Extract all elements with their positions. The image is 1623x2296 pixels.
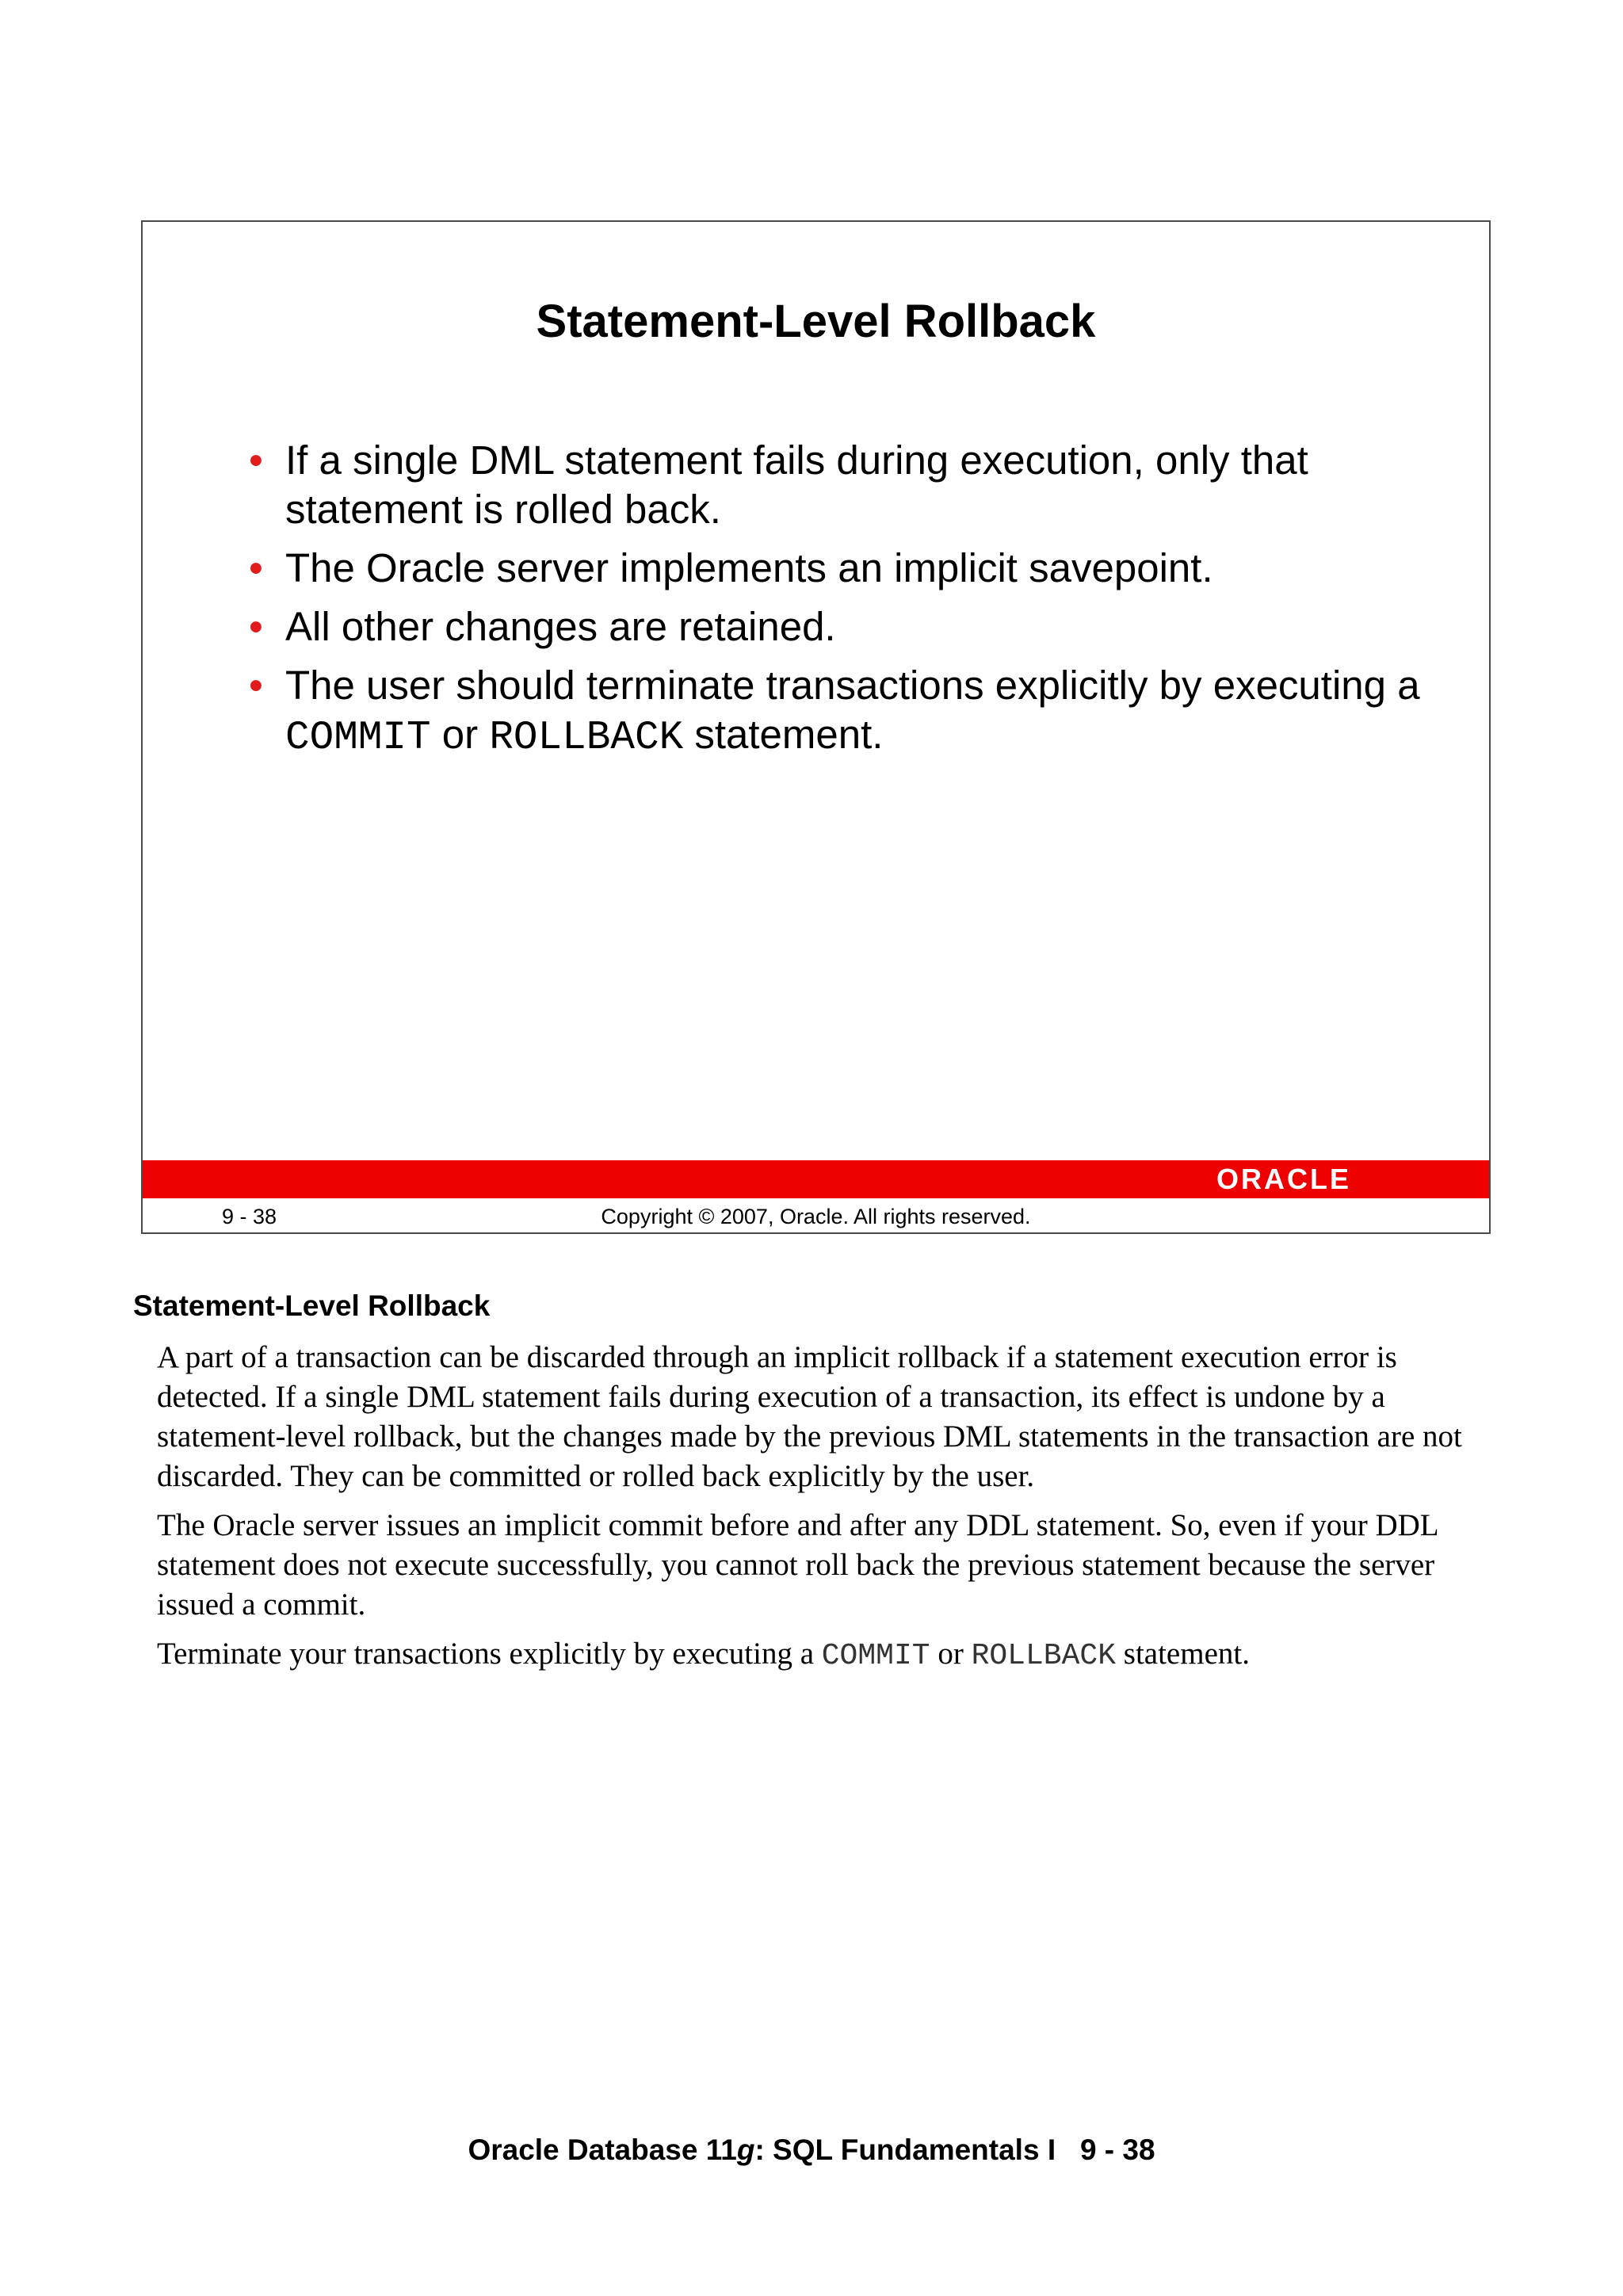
code-commit: COMMIT [285,716,431,761]
slide-title: Statement-Level Rollback [536,296,1096,347]
notes-paragraph: Terminate your transactions explicitly by executing a COMMIT or ROLLBACK statement. [157,1637,1250,1673]
bullet-list [247,436,1420,773]
bullet-icon: • [249,437,263,483]
bullet-item: • The user should terminate transactions explicitly by executing a COMMIT or ROLLBACK statement. [249,663,1420,761]
bullet-item: • If a single DML statement fails during execution, only that statement is rolled back. [249,437,1308,532]
slide-copyright: Copyright © 2007, Oracle. All rights reserved. [601,1205,1031,1228]
code-rollback: ROLLBACK [971,1639,1117,1673]
notes-paragraph: The Oracle server issues an implicit commit before and after any DDL statement. So, even if your DDL statement does not execute successfully, you cannot roll back the previous statement because the server issued a commit. [157,1508,1438,1622]
code-commit: COMMIT [821,1639,930,1673]
notes-heading: Statement-Level Rollback [133,1289,491,1322]
code-rollback: ROLLBACK [489,716,684,761]
page-footer: Oracle Database 11g: SQL Fundamentals I 9 - 38 [468,2134,1155,2166]
bullet-icon: • [249,545,263,590]
slide-page-number: 9 - 38 [222,1205,277,1228]
bullet-item: • All other changes are retained. [247,602,1420,651]
oracle-logo: ORACLE [1216,1163,1351,1195]
oracle-red-band [143,1160,1489,1198]
notes-body [157,1338,1504,1686]
bullet-item: • The Oracle server implements an implicit savepoint. [247,544,1420,593]
notes-paragraph: A part of a transaction can be discarded through an implicit rollback if a statement execution error is detected. If a single DML statement fails during execution of a transaction, its effect is undone by a statement-level rollback, but the changes made by the previous DML statements in the transaction are not discarded. They can be committed or rolled back explicitly by the user. [157,1340,1462,1493]
slide [141,220,1491,1234]
bullet-icon: • [249,604,263,649]
bullet-icon: • [249,663,263,708]
